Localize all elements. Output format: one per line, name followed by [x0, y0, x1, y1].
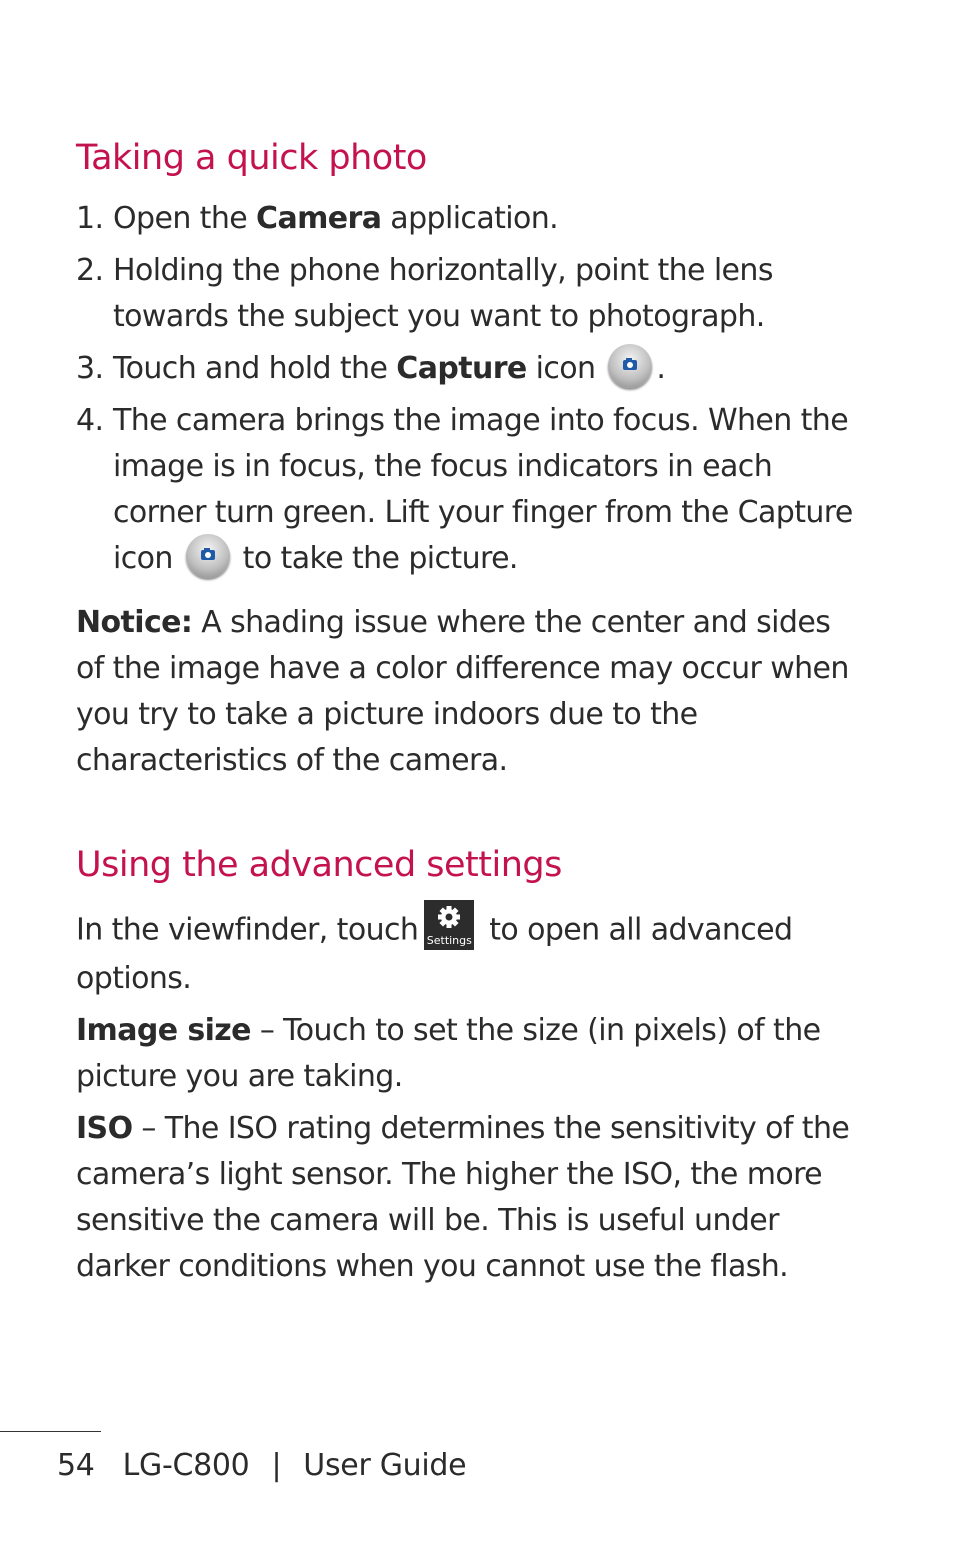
step-text: Touch and hold the: [113, 351, 397, 386]
camera-capture-icon: [186, 534, 230, 578]
image-size-paragraph: [76, 1008, 866, 1100]
intro-paragraph: [76, 906, 866, 1002]
intro-text: In the viewfinder, touch: [76, 912, 419, 948]
intro-text: to open all advanced options.: [76, 912, 793, 996]
footer-separator: |: [271, 1448, 282, 1483]
section-title-advanced-settings: Using the advanced settings: [76, 845, 562, 885]
step-number: 2.: [76, 253, 104, 288]
settings-icon-label: Settings: [426, 934, 472, 947]
step-text: The camera brings the image into focus. When the image is in focus, the focus indicators in each corner turn green. Lift your finger from the Capture icon: [113, 403, 853, 576]
page-footer: [57, 1444, 466, 1488]
gear-icon: [424, 900, 474, 950]
term-iso: ISO: [76, 1111, 133, 1146]
step-2: [76, 248, 866, 340]
step-text: icon: [526, 351, 596, 386]
notice-text: A shading issue where the center and sides of the image have a color difference may occur when you try to take a picture indoors due to the characteristics of the camera.: [76, 605, 849, 778]
steps-list: [76, 196, 866, 588]
capture-label: Capture: [396, 351, 527, 386]
iso-paragraph: [76, 1106, 866, 1290]
step-4: [76, 398, 866, 582]
section-title-quick-photo: Taking a quick photo: [76, 138, 427, 178]
camera-app-name: Camera: [256, 201, 382, 236]
page-number: 54: [57, 1448, 95, 1483]
step-1: [76, 196, 866, 242]
advanced-settings-body: [76, 906, 866, 1296]
notice-paragraph: [76, 600, 866, 784]
term-description: – The ISO rating determines the sensitivity of the camera’s light sensor. The higher the ISO, the more sensitive the camera will be. This is useful under darker conditions when you cannot use the flash.: [76, 1111, 850, 1284]
step-text: .: [656, 351, 666, 386]
step-text: Open the: [113, 201, 257, 236]
step-number: 3.: [76, 351, 104, 386]
guide-title: User Guide: [303, 1448, 467, 1483]
step-3: [76, 346, 866, 392]
step-text: to take the picture.: [233, 541, 518, 576]
step-number: 1.: [76, 201, 104, 236]
step-number: 4.: [76, 403, 104, 438]
notice-label: Notice:: [76, 605, 193, 640]
model-name: LG-C800: [122, 1448, 250, 1483]
footer-rule: [0, 1431, 101, 1432]
term-description: – Touch to set the size (in pixels) of the picture you are taking.: [76, 1013, 821, 1094]
step-text: Holding the phone horizontally, point the lens towards the subject you want to photograph.: [113, 253, 773, 334]
term-image-size: Image size: [76, 1013, 251, 1048]
camera-capture-icon: [608, 344, 652, 388]
step-text: application.: [381, 201, 559, 236]
